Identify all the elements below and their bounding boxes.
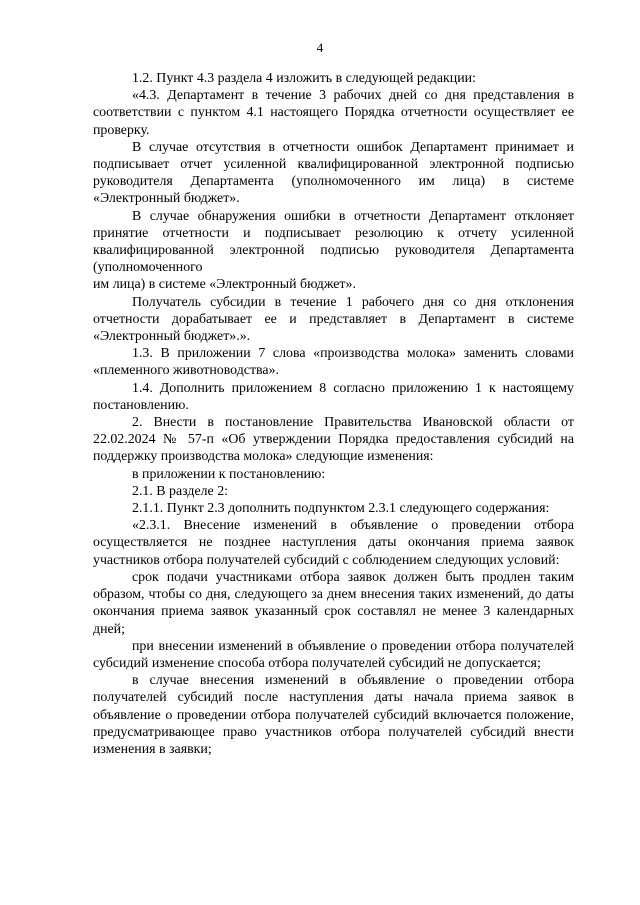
paragraph-errors-found: В случае обнаружения ошибки в отчетности Департамент отклоняет принятие отчетности и подписывает резолюцию к отчету усиленной квалифицированной электронной подписью руководителя Департамента (уполномоченного [93, 208, 574, 276]
paragraph-no-errors: В случае отсутствия в отчетности ошибок Департамент принимает и подписывает отчет усиленной квалифицированной электронной подписью руководителя Департамента (уполномоченного им лица) в системе «Электронный бюджет». [93, 139, 574, 207]
paragraph-2-1: 2.1. В разделе 2: [132, 483, 228, 499]
paragraph-2-1-1: 2.1.1. Пункт 2.3 дополнить подпунктом 2.3.1 следующего содержания: [132, 501, 550, 517]
page-number: 4 [316, 40, 324, 55]
paragraph-late-changes: в случае внесения изменений в объявление о проведении отбора получателей субсидий после наступления даты начала приема заявок в объявление о проведении отбора получателей субсидий включается положение, предусматривающее право участников отбора получателей субсидий внести изменения в заявки; [93, 673, 574, 757]
paragraph-1-3: 1.3. В приложении 7 слова «производства молока» заменить словами «племенного животноводства». [93, 346, 574, 379]
paragraph-appendix: в приложении к постановлению: [132, 466, 326, 482]
paragraph-1-4: 1.4. Дополнить приложением 8 согласно приложению 1 к настоящему постановлению. [93, 380, 574, 413]
paragraph-2-3-1: «2.3.1. Внесение изменений в объявление о проведении отбора осуществляется не позднее наступления даты окончания приема заявок участников отбора получателей субсидий с соблюдением следующих условий: [93, 518, 574, 568]
document-body [93, 70, 574, 758]
paragraph-errors-found-cont: им лица) в системе «Электронный бюджет». [93, 277, 356, 293]
paragraph-2: 2. Внести в постановление Правительства Ивановской области от 22.02.2024 № 57-п «Об утверждении Порядка предоставления субсидий на поддержку производства молока» следующие изменения: [93, 415, 574, 465]
paragraph-1-2: 1.2. Пункт 4.3 раздела 4 изложить в следующей редакции: [132, 71, 476, 86]
paragraph-method-change: при внесении изменений в объявление о проведении отбора получателей субсидий изменение способа отбора получателей субсидий не допускается; [93, 638, 574, 671]
paragraph-4-3: «4.3. Департамент в течение 3 рабочих дней со дня представления в соответствии с пунктом 4.1 настоящего Порядка отчетности осуществляет ее проверку. [93, 88, 574, 138]
paragraph-recipient-rework: Получатель субсидии в течение 1 рабочего дня со дня отклонения отчетности дорабатывает ее и представляет в Департамент в системе «Электронный бюджет».». [93, 294, 574, 345]
paragraph-deadline-extension: срок подачи участниками отбора заявок должен быть продлен таким образом, чтобы со дня, следующего за днем внесения таких изменений, до даты окончания приема заявок указанный срок составлял не менее 3 календарных дней; [93, 569, 574, 637]
